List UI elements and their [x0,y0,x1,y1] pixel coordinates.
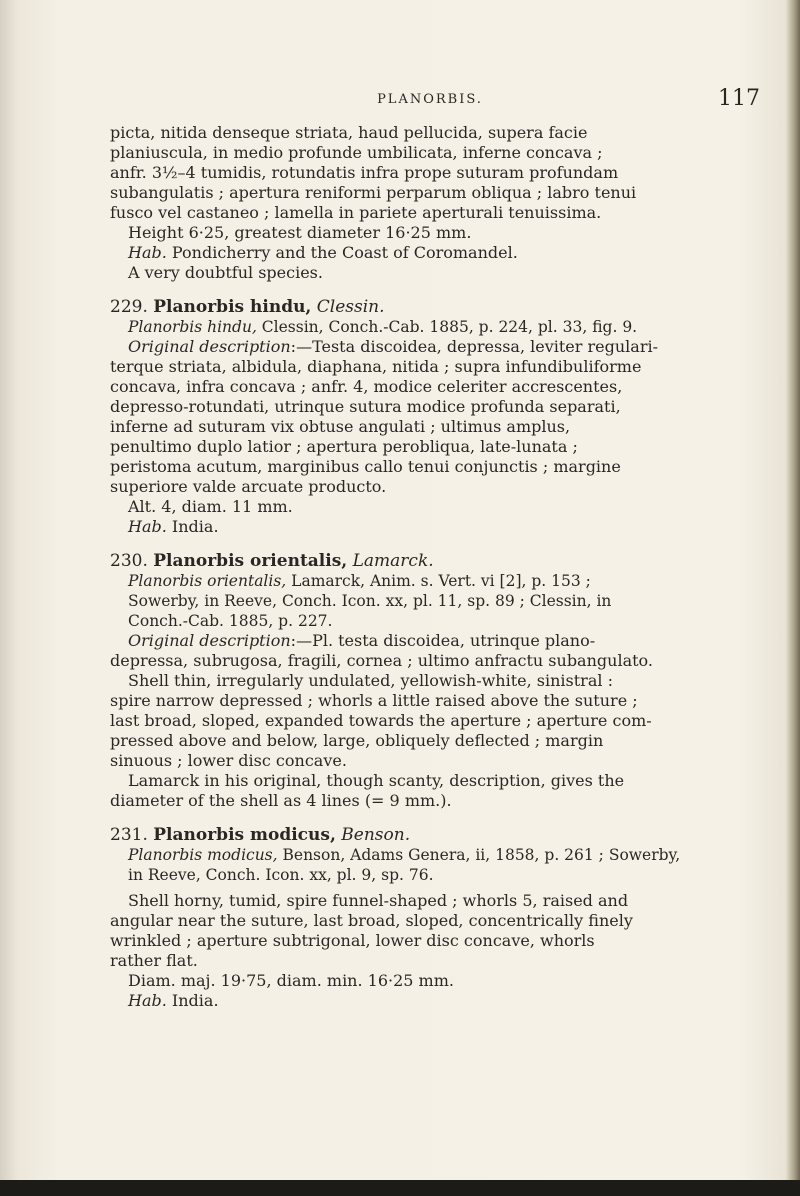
running-head: PLANORBIS. [377,92,483,107]
page-edge-shadow [786,0,800,1196]
text-line: spire narrow depressed ; whorls a little raised above the suture ; [110,691,638,710]
species-229 [110,297,750,537]
text-line: Shell thin, irregularly undulated, yellowish-white, sinistral : [128,671,613,690]
reference-line: Planorbis modicus, Benson, Adams Genera, ii, 1858, p. 261 ; Sowerby, [128,846,681,864]
reference-line: Planorbis hindu, Clessin, Conch.-Cab. 1885, p. 224, pl. 33, fig. 9. [128,318,638,336]
dimensions-line: Diam. maj. 19·75, diam. min. 16·25 mm. [128,971,454,990]
text-line: rather flat. [110,951,198,970]
habitat-text: Pondicherry and the Coast of Coromandel. [166,243,518,262]
species-heading [110,825,750,845]
text-line: angular near the suture, last broad, sloped, concentrically finely [110,911,633,930]
description-line: Original description:—Pl. testa discoidea, utrinque plano- [128,631,596,650]
species-231 [110,825,750,1011]
species-230 [110,551,750,811]
text-line: last broad, sloped, expanded towards the aperture ; aperture com- [110,711,652,730]
habitat-line [110,243,750,263]
reference-name: Planorbis modicus, [128,846,278,864]
text-line: planiuscula, in medio profunde umbilicata, inferne concava ; [110,143,603,162]
species-author: Lamarck. [352,551,434,571]
species-author: Clessin. [316,297,385,317]
page-header [100,86,760,122]
habitat-line: Hab. India. [128,517,219,536]
reference-line: Planorbis orientalis, Lamarck, Anim. s. Vert. vi [2], p. 153 ; [128,572,591,590]
species-name: Planorbis modicus, [153,825,336,845]
text-line: subangulatis ; apertura reniformi perparum obliqua ; labro tenui [110,183,637,202]
reference-name: Planorbis hindu, [128,318,257,336]
text-line: picta, nitida denseque striata, haud pellucida, supera facie [110,123,588,142]
reference-name: Planorbis orientalis, [128,572,287,590]
text-line: diameter of the shell as 4 lines (= 9 mm.). [110,791,452,810]
species-number: 229. [110,297,148,317]
text-line: inferne ad suturam vix obtuse angulati ; ultimus amplus, [110,417,571,436]
scan-bottom-edge [0,1180,800,1196]
text-line: Lamarck in his original, though scanty, description, gives the [128,771,625,790]
text-line: depressa, subrugosa, fragili, cornea ; ultimo anfractu subangulato. [110,651,653,670]
species-number: 230. [110,551,148,571]
text-line: peristoma acutum, marginibus callo tenui conjunctis ; margine [110,457,621,476]
reference-line: Sowerby, in Reeve, Conch. Icon. xx, pl. 11, sp. 89 ; Clessin, in [128,592,612,610]
dimensions-line: Alt. 4, diam. 11 mm. [128,497,293,516]
text-line: terque striata, albidula, diaphana, nitida ; supra infundibuliforme [110,357,642,376]
text-line: wrinkled ; aperture subtrigonal, lower disc concave, whorls [110,931,595,950]
text-line: Height 6·25, greatest diameter 16·25 mm. [128,223,472,242]
habitat-label: Hab. [128,517,167,536]
species-heading [110,551,750,571]
species-name: Planorbis orientalis, [153,551,348,571]
reference-line: Conch.-Cab. 1885, p. 227. [128,612,333,630]
text-line: sinuous ; lower disc concave. [110,751,347,770]
text-line: fusco vel castaneo ; lamella in pariete aperturali tenuissima. [110,203,602,222]
text-line: Shell horny, tumid, spire funnel-shaped ; whorls 5, raised and [128,891,629,910]
habitat-label: Hab. [128,991,167,1010]
habitat-line: Hab. India. [128,991,219,1010]
description-label: Original description [128,631,291,650]
text-line: anfr. 3½–4 tumidis, rotundatis infra prope suturam profundam [110,163,619,182]
intro-section [110,123,750,283]
text-line: superiore valde arcuate producto. [110,477,387,496]
text-line: pressed above and below, large, obliquely deflected ; margin [110,731,604,750]
species-name: Planorbis hindu, [153,297,312,317]
habitat-label: Hab. [128,243,167,262]
text-line: penultimo duplo latior ; apertura perobliqua, late-lunata ; [110,437,578,456]
text-line: concava, infra concava ; anfr. 4, modice celeriter accrescentes, [110,377,623,396]
page-text [110,123,750,1011]
text-line: depresso-rotundati, utrinque sutura modice profunda separati, [110,397,621,416]
species-author: Benson. [341,825,411,845]
page-number: 117 [718,86,760,111]
reference-line: in Reeve, Conch. Icon. xx, pl. 9, sp. 76. [128,866,434,884]
species-heading [110,297,750,317]
text-line: A very doubtful species. [128,263,323,282]
species-number: 231. [110,825,148,845]
description-label: Original description [128,337,291,356]
description-line: Original description:—Testa discoidea, depressa, leviter regulari- [128,337,658,356]
